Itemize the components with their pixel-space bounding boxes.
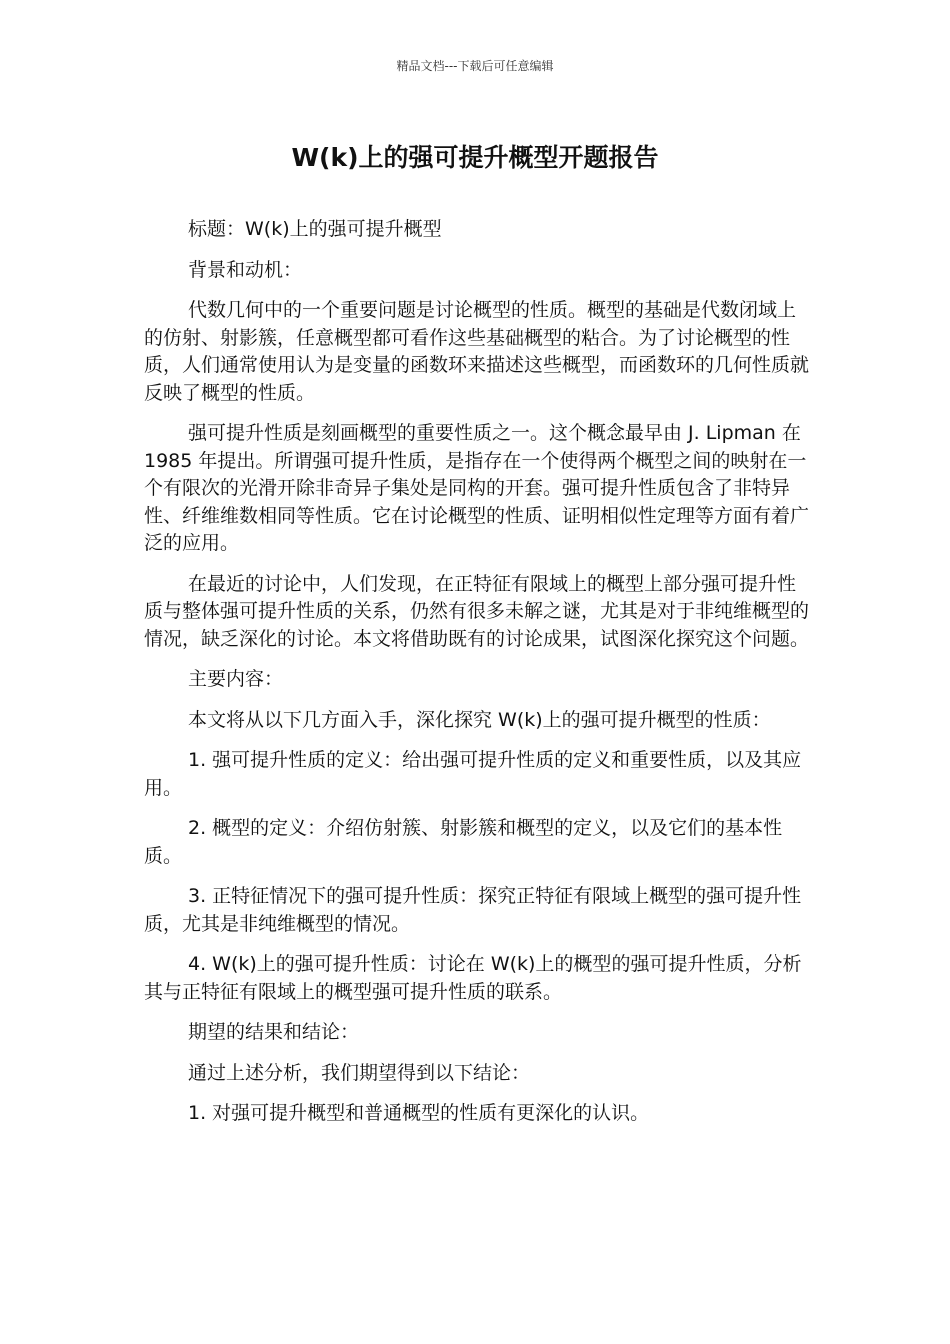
document-title: W(k)上的强可提升概型开题报告 bbox=[291, 143, 659, 172]
list-item-4: 4. W(k)上的强可提升性质：讨论在 W(k)上的概型的强可提升性质，分析其与正特征有限域上的概型强可提升性质的联系。 bbox=[144, 953, 802, 1003]
header-note: 精品文档---下载后可任意编辑 bbox=[396, 59, 554, 73]
paragraph-background-3: 在最近的讨论中，人们发现，在正特征有限域上的概型上部分强可提升性质与整体强可提升性质的关系，仍然有很多未解之谜，尤其是对于非纯维概型的情况，缺乏深化的讨论。本文将借助既有的讨论成果，试图深化探究这个问题。 bbox=[144, 572, 810, 650]
result-item-1: 1. 对强可提升概型和普通概型的性质有更深化的认识。 bbox=[188, 1102, 650, 1124]
paragraph-title-line: 标题：W(k)上的强可提升概型 bbox=[188, 218, 442, 240]
list-item-1: 1. 强可提升性质的定义：给出强可提升性质的定义和重要性质，以及其应用。 bbox=[144, 749, 802, 799]
list-item-2: 2. 概型的定义：介绍仿射簇、射影簇和概型的定义，以及它们的基本性质。 bbox=[144, 817, 783, 867]
list-item-3: 3. 正特征情况下的强可提升性质：探究正特征有限域上概型的强可提升性质，尤其是非纯维概型的情况。 bbox=[144, 885, 802, 935]
paragraph-background-1: 代数几何中的一个重要问题是讨论概型的性质。概型的基础是代数闭域上的仿射、射影簇，任意概型都可看作这些基础概型的粘合。为了讨论概型的性质，人们通常使用认为是变量的函数环来描述这些概型，而函数环的几何性质就反映了概型的性质。 bbox=[144, 299, 810, 404]
document-body bbox=[144, 216, 812, 1141]
section-heading-main-content: 主要内容： bbox=[188, 668, 284, 690]
paragraph-background-2: 强可提升性质是刻画概型的重要性质之一。这个概念最早由 J. Lipman 在 1985 年提出。所谓强可提升性质，是指存在一个使得两个概型之间的映射在一个有限次的光滑开除非奇异子集处是同构的开套。强可提升性质包含了非特异性、纤维维数相同等性质。它在讨论概型的性质、证明相似性定理等方面有着广泛的应用。 bbox=[144, 422, 810, 554]
paragraph-main-intro: 本文将从以下几方面入手，深化探究 W(k)上的强可提升概型的性质： bbox=[188, 708, 771, 731]
section-heading-background: 背景和动机： bbox=[188, 258, 303, 281]
section-heading-expected-results: 期望的结果和结论： bbox=[188, 1021, 360, 1043]
paragraph-expected-intro: 通过上述分析，我们期望得到以下结论： bbox=[188, 1061, 531, 1084]
